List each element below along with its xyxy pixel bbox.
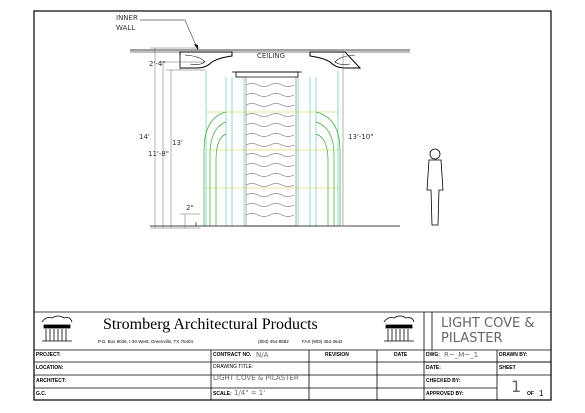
dim-13: 13': [172, 139, 183, 147]
date2-label: DATE:: [426, 365, 441, 371]
dim-2: 2": [186, 204, 194, 212]
human-figure: [427, 149, 443, 225]
dwg-value: R~_M~_1: [444, 351, 479, 359]
location-label: LOCATION:: [36, 365, 64, 371]
sheet-label: SHEET: [499, 365, 516, 371]
sheet-title-line2: PILASTER: [441, 331, 503, 346]
architect-label: ARCHITECT:: [36, 378, 66, 384]
revision-label: REVISION: [325, 352, 349, 358]
company-fax: FAX (903) 454-3642: [302, 339, 343, 344]
company-address: P.O. Box 8036, I-30 West, Greenville, TX 75404: [98, 339, 194, 344]
date-label: DATE: [394, 352, 408, 358]
contract-value: N/A: [256, 351, 269, 359]
gc-label: G.C.: [36, 391, 47, 397]
dim-2-4: 2'-4": [149, 60, 166, 68]
dim-11-8: 11'-8": [148, 150, 170, 158]
sheet-of: OF: [527, 391, 534, 397]
inner-wall-label-2: WALL: [116, 24, 136, 32]
sheet-number: 1: [511, 377, 522, 396]
company-phone: (903) 454-8682: [258, 339, 289, 344]
contract-label: CONTRACT NO.: [213, 352, 252, 358]
drawn-by-label: DRAWN BY:: [499, 352, 528, 358]
sheet-total: 1: [539, 389, 544, 398]
dim-13-10: 13'-10": [348, 133, 374, 141]
scale-label: SCALE:: [213, 391, 232, 397]
ceiling-label: CEILING: [257, 52, 285, 60]
company-logo-left: [42, 316, 72, 341]
checked-by-label: CHECKED BY:: [426, 378, 461, 384]
drawing-title-value: LIGHT COVE & PILASTER: [213, 374, 299, 382]
approved-by-label: APPROVED BY:: [426, 391, 464, 397]
company-logo-right: [384, 316, 414, 341]
company-name: Stromberg Architectural Products: [103, 316, 318, 333]
inner-wall-label: INNER: [116, 14, 138, 22]
dim-14: 14': [139, 133, 150, 141]
drawing-title-label: DRAWING TITLE:: [213, 364, 254, 370]
project-label: PROJECT:: [36, 352, 61, 358]
sheet-title-line1: LIGHT COVE &: [441, 316, 535, 331]
dwg-label: DWG:: [426, 352, 440, 358]
scale-value: 1/4" = 1': [234, 389, 266, 397]
